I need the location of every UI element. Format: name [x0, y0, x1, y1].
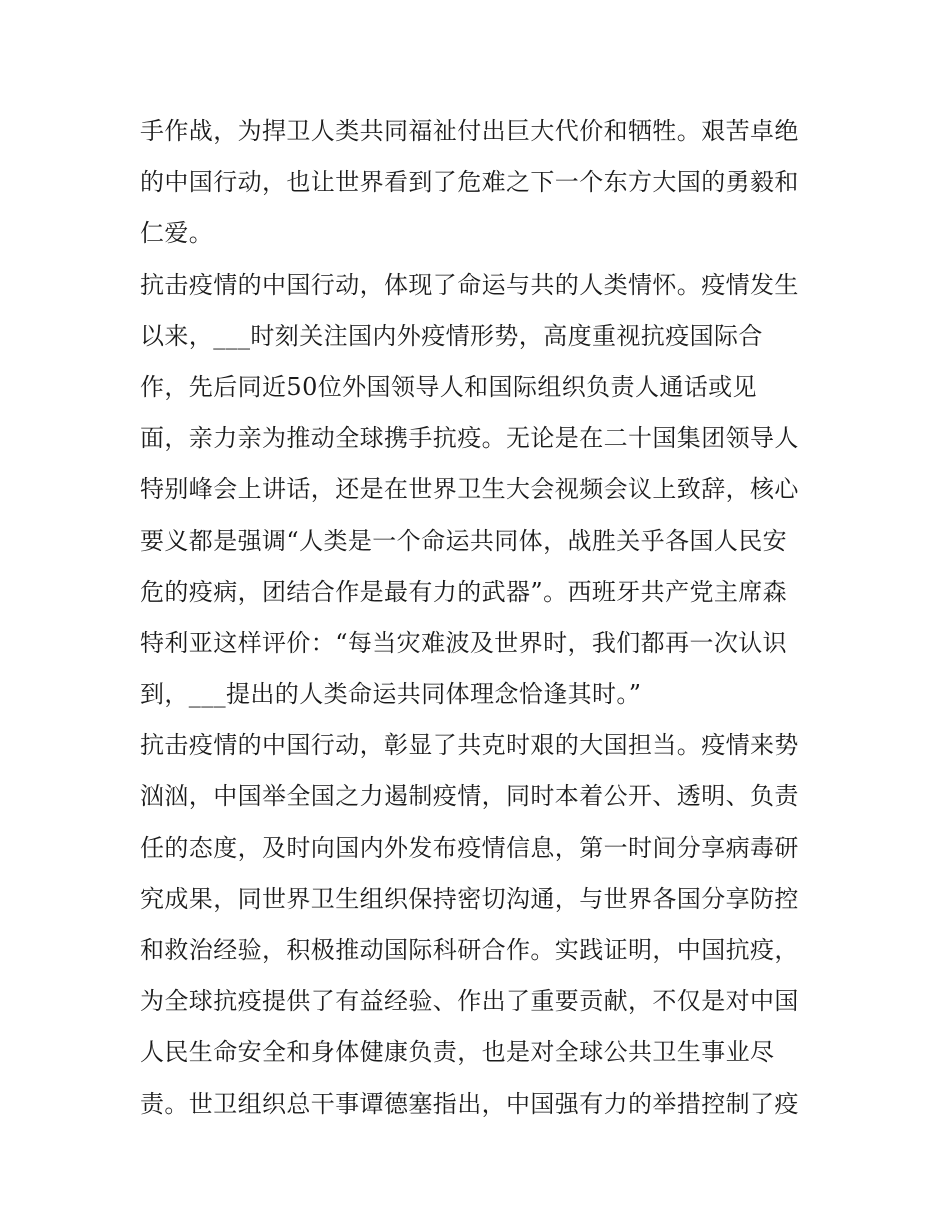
text-line: 仁爱。 [140, 219, 214, 248]
text-line: 手作战，为捍卫人类共同福祉付出巨大代价和牺牲。艰苦卓绝 [140, 117, 799, 145]
text-line: 要义都是强调“人类是一个命运共同体，战胜关乎各国人民安 [140, 526, 788, 555]
text-line: 抗击疫情的中国行动，彰显了共克时艰的大国担当。疫情来势 [140, 731, 799, 760]
text-line: 面，亲力亲为推动全球携手抗疫。无论是在二十国集团领导人 [140, 424, 799, 453]
text-line: 任的态度，及时向国内外发布疫情信息，第一时间分享病毒研 [140, 833, 799, 862]
text-line: 的中国行动，也让世界看到了危难之下一个东方大国的勇毅和 [140, 168, 799, 197]
text-line: 特利亚这样评价：“每当灾难波及世界时，我们都再一次认识 [140, 628, 788, 657]
text-line: 责。世卫组织总干事谭德塞指出，中国强有力的举措控制了疫 [140, 1089, 799, 1118]
text-line: 危的疫病，团结合作是最有力的武器”。西班牙共产党主席森 [140, 577, 788, 606]
text-line: 抗击疫情的中国行动，体现了命运与共的人类情怀。疫情发生 [140, 270, 799, 299]
text-line: 和救治经验，积极推动国际科研合作。实践证明，中国抗疫， [140, 936, 799, 964]
text-line: 以来，___时刻关注国内外疫情形势，高度重视抗疫国际合 [140, 321, 763, 350]
text-line: 汹汹，中国举全国之力遏制疫情，同时本着公开、透明、负责 [140, 782, 799, 811]
text-line: 特别峰会上讲话，还是在世界卫生大会视频会议上致辞，核心 [140, 475, 799, 504]
text-line: 为全球抗疫提供了有益经验、作出了重要贡献，不仅是对中国 [140, 987, 799, 1016]
text-line: 究成果，同世界卫生组织保持密切沟通，与世界各国分享防控 [140, 884, 799, 913]
text-line: 人民生命安全和身体健康负责，也是对全球公共卫生事业尽 [140, 1038, 775, 1067]
text-line: 到，___提出的人类命运共同体理念恰逢其时。” [140, 680, 642, 709]
text-line: 作，先后同近50位外国领导人和国际组织负责人通话或见 [140, 372, 757, 401]
document-body [140, 106, 820, 1130]
